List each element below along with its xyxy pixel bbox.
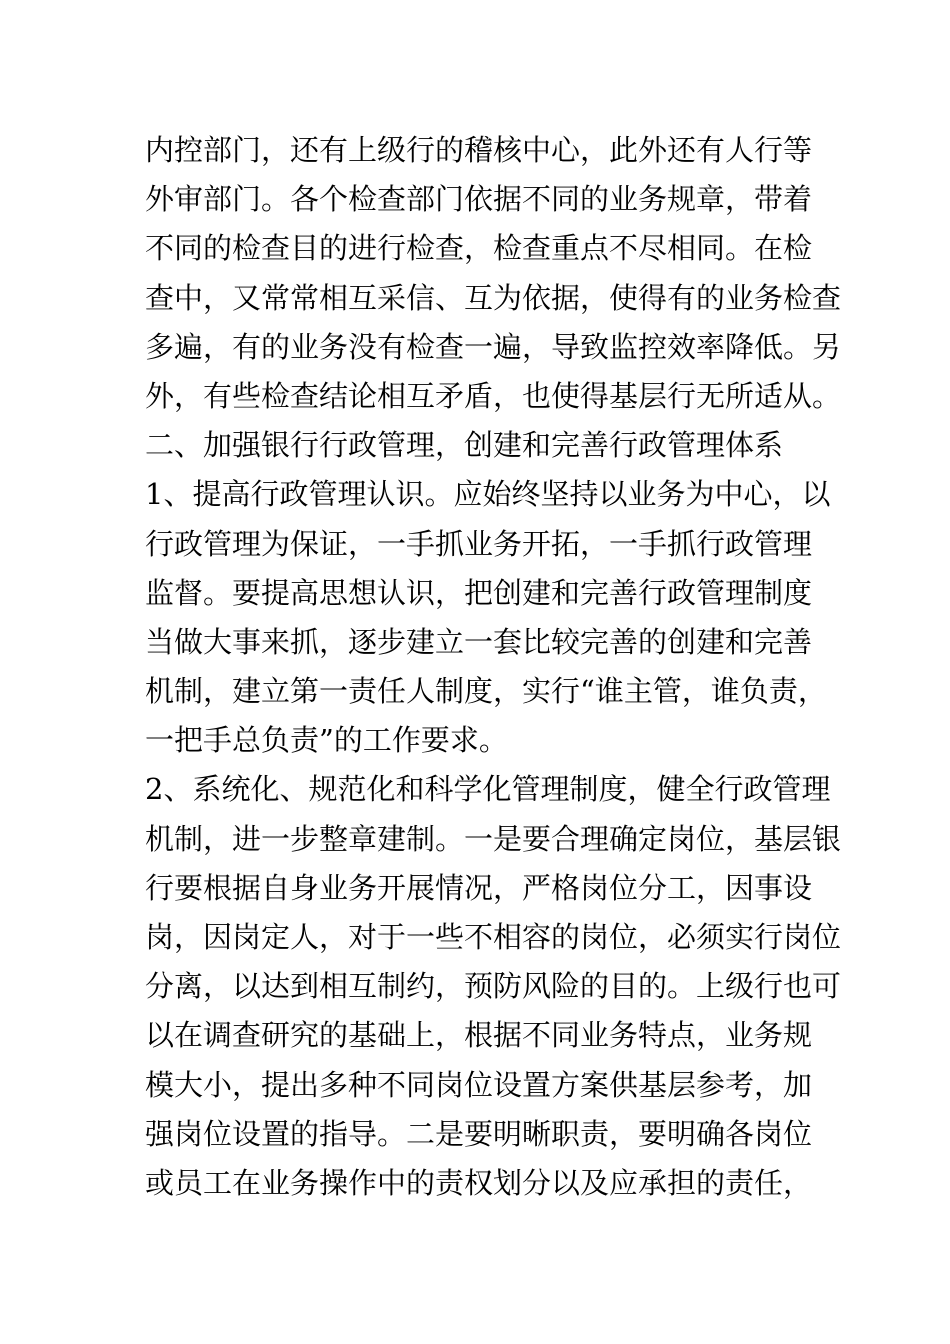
text-line: 内控部门，还有上级行的稽核中心，此外还有人行等 <box>145 133 813 167</box>
text-line: 机制，建立第一责任人制度，实行“谁主管，谁负责， <box>145 674 827 709</box>
text-line: 以在调查研究的基础上，根据不同业务特点，业务规 <box>145 1018 813 1053</box>
text-line: 1、提高行政管理认识。应始终坚持以业务为中心，以 <box>145 477 831 512</box>
text-line: 外，有些检查结论相互矛盾，也使得基层行无所适从。 <box>145 378 842 413</box>
text-line: 一把手总负责”的工作要求。 <box>145 723 508 758</box>
text-line: 不同的检查目的进行检查，检查重点不尽相同。在检 <box>145 231 813 266</box>
text-line: 行政管理为保证，一手抓业务开拓，一手抓行政管理 <box>145 526 813 561</box>
text-line: 2、系统化、规范化和科学化管理制度，健全行政管理 <box>145 772 831 807</box>
text-line: 岗，因岗定人，对于一些不相容的岗位，必须实行岗位 <box>145 920 842 954</box>
document-body <box>145 126 842 1208</box>
text-line: 监督。要提高思想认识，把创建和完善行政管理制度 <box>145 575 813 610</box>
text-line: 多遍，有的业务没有检查一遍，导致监控效率降低。另 <box>145 329 842 364</box>
text-line: 外审部门。各个检查部门依据不同的业务规章，带着 <box>145 182 813 217</box>
text-line: 机制，进一步整章建制。一是要合理确定岗位，基层银 <box>145 821 842 856</box>
section-heading: 二、加强银行行政管理，创建和完善行政管理体系 <box>145 428 784 463</box>
text-line: 分离，以达到相互制约，预防风险的目的。上级行也可 <box>145 969 842 1004</box>
text-line: 模大小，提出多种不同岗位设置方案供基层参考，加 <box>145 1067 813 1102</box>
text-line: 行要根据自身业务开展情况，严格岗位分工，因事设 <box>145 870 813 905</box>
text-line: 强岗位设置的指导。二是要明晰职责，要明确各岗位 <box>145 1116 813 1151</box>
text-line: 当做大事来抓，逐步建立一套比较完善的创建和完善 <box>145 624 813 659</box>
text-line: 查中，又常常相互采信、互为依据，使得有的业务检查 <box>145 280 842 315</box>
text-line: 或员工在业务操作中的责权划分以及应承担的责任， <box>145 1165 813 1200</box>
